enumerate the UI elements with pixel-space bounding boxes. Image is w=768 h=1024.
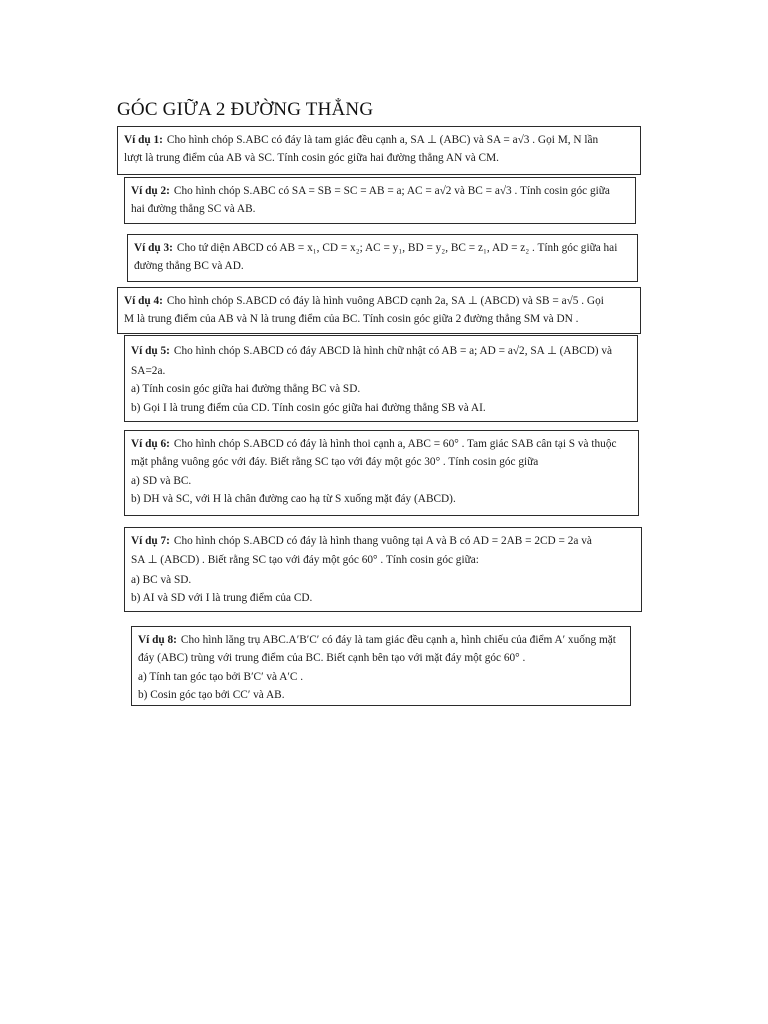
example-8-line-3: a) Tính tan góc tạo bởi B′C′ và A′C . — [138, 670, 304, 683]
example-box-1 — [117, 126, 641, 175]
example-7-line-3: a) BC và SD. — [131, 574, 192, 587]
example-5-line-1 — [131, 340, 631, 362]
example-5-line-2: SA=2a. — [131, 365, 166, 378]
example-1-label: Ví dụ 1: — [124, 134, 163, 146]
example-8-line-1 — [138, 631, 624, 649]
example-8-line-2: đáy (ABC) trùng với trung điểm của BC. Biết cạnh bên tạo với mặt đáy một góc 60° . — [138, 652, 526, 665]
example-6-line-3: a) SD và BC. — [131, 474, 192, 487]
example-5-label: Ví dụ 5: — [131, 345, 170, 357]
example-2-line-1 — [131, 182, 629, 200]
example-6-label: Ví dụ 6: — [131, 438, 170, 450]
example-6-line-1 — [131, 435, 632, 453]
example-2-text-1: Cho hình chóp S.ABC có SA = SB = SC = AB = a; AC = a√2 và BC = a√3 . Tính cosin góc giữa — [173, 185, 610, 197]
example-6-text-1: Cho hình chóp S.ABCD có đáy là hình thoi cạnh a, ABC = 60° . Tam giác SAB cân tại S và thuộc — [173, 438, 617, 450]
example-4-line-1 — [124, 292, 634, 310]
example-3-line-1 — [134, 239, 631, 257]
example-4-label: Ví dụ 4: — [124, 295, 163, 307]
example-5-line-3: a) Tính cosin góc giữa hai đường thẳng BC và SD. — [131, 383, 361, 396]
example-8-line-4: b) Cosin góc tạo bởi CC′ và AB. — [138, 688, 285, 701]
page-title: GÓC GIỮA 2 ĐƯỜNG THẲNG — [117, 99, 374, 120]
example-7-label: Ví dụ 7: — [131, 535, 170, 547]
example-box-5 — [124, 335, 638, 422]
example-box-8 — [131, 626, 631, 706]
example-5-line-4: b) Gọi I là trung điểm của CD. Tính cosin góc giữa hai đường thẳng SB và AI. — [131, 401, 486, 414]
example-8-label: Ví dụ 8: — [138, 634, 177, 646]
example-7-text-1: Cho hình chóp S.ABCD có đáy là hình thang vuông tại A và B có AD = 2AB = 2CD = 2a và — [173, 535, 592, 547]
example-box-3 — [127, 234, 638, 282]
example-box-2 — [124, 177, 636, 224]
example-2-label: Ví dụ 2: — [131, 185, 170, 197]
example-7-line-2: SA ⊥ (ABCD) . Biết rằng SC tạo với đáy một góc 60° . Tính cosin góc giữa: — [131, 554, 479, 567]
example-3-label: Ví dụ 3: — [134, 242, 173, 254]
example-2-line-2: hai đường thẳng SC và AB. — [131, 203, 256, 216]
example-6-line-2: mặt phẳng vuông góc với đáy. Biết rằng SC tạo với đáy một góc 30° . Tính cosin góc giữa — [131, 456, 539, 469]
example-7-line-1 — [131, 532, 635, 550]
example-6-line-4: b) DH và SC, với H là chân đường cao hạ từ S xuống mặt đáy (ABCD). — [131, 492, 456, 505]
example-4-text-1: Cho hình chóp S.ABCD có đáy là hình vuông ABCD cạnh 2a, SA ⊥ (ABCD) và SB = a√5 . Gọi — [166, 295, 604, 307]
example-box-4 — [117, 287, 641, 334]
example-3-line-2: đường thẳng BC và AD. — [134, 260, 244, 273]
example-5-text-1: Cho hình chóp S.ABCD có đáy ABCD là hình chữ nhật có AB = a; AD = a√2, SA ⊥ (ABCD) và — [173, 345, 613, 357]
example-3-text-1: Cho tứ diện ABCD có AB = x₁, CD = x₂; AC = y₁, BD = y₂, BC = z₁, AD = z₂ . Tính góc giữa hai — [176, 242, 618, 254]
example-8-text-1: Cho hình lăng trụ ABC.A′B′C′ có đáy là tam giác đều cạnh a, hình chiếu của điểm A′ xuống mặt — [180, 634, 616, 646]
example-1-line-2: lượt là trung điểm của AB và SC. Tính cosin góc giữa hai đường thẳng AN và CM. — [124, 152, 499, 165]
example-1-text-1: Cho hình chóp S.ABC có đáy là tam giác đều cạnh a, SA ⊥ (ABC) và SA = a√3 . Gọi M, N lần — [166, 134, 599, 146]
example-1-line-1 — [124, 131, 634, 149]
example-7-line-4: b) AI và SD với I là trung điểm của CD. — [131, 592, 313, 605]
example-box-6 — [124, 430, 639, 516]
example-box-7 — [124, 527, 642, 612]
example-4-line-2: M là trung điểm của AB và N là trung điểm của BC. Tính cosin góc giữa 2 đường thẳng SM và DN . — [124, 313, 579, 326]
